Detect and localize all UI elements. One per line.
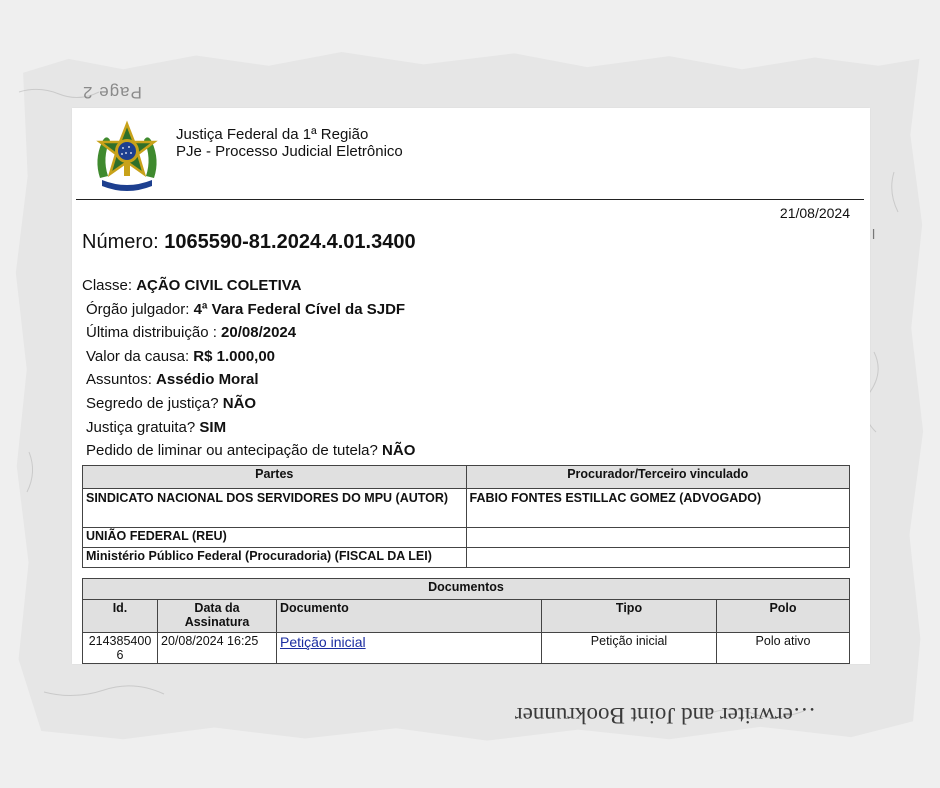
party-cell: Ministério Público Federal (Procuradoria) (FISCAL DA LEI): [83, 548, 467, 568]
process-metadata: [82, 274, 415, 463]
doc-id-cell: 2143854006: [83, 633, 158, 664]
column-header: Partes: [83, 466, 467, 489]
partes-table: [82, 465, 850, 568]
column-header: Procurador/Terceiro vinculado: [466, 466, 850, 489]
meta-gratuita: [82, 416, 415, 440]
meta-value: AÇÃO CIVIL COLETIVA: [136, 277, 302, 294]
meta-orgao: [82, 298, 415, 322]
table-row: [83, 633, 850, 664]
meta-value: NÃO: [222, 394, 257, 412]
party-cell: SINDICATO NACIONAL DOS SERVIDORES DO MPU (AUTOR): [83, 489, 467, 528]
column-header: Tipo: [542, 600, 717, 633]
column-header: Id.: [83, 600, 158, 633]
meta-classe: [82, 274, 415, 298]
documentos-header-row: [83, 600, 850, 633]
meta-value: 4ª Vara Federal Cível da SJDF: [193, 300, 406, 318]
documentos-table: [82, 578, 850, 664]
column-header: Polo: [717, 600, 850, 633]
meta-valor: [82, 345, 415, 369]
documentos-title: Documentos: [83, 579, 850, 600]
meta-label: Órgão julgador:: [86, 300, 194, 318]
attorney-cell: FABIO FONTES ESTILLAC GOMEZ (ADVOGADO): [466, 489, 850, 528]
meta-liminar: [82, 439, 415, 463]
header-divider: [76, 199, 864, 200]
doc-name-cell: [277, 633, 542, 664]
meta-value: R$ 1.000,00: [193, 347, 276, 365]
table-row: [83, 548, 850, 568]
column-header: Documento: [277, 600, 542, 633]
document-sheet: [72, 108, 870, 664]
meta-label: Última distribuição :: [86, 324, 222, 342]
process-number-value: 1065590-81.2024.4.01.3400: [164, 231, 416, 253]
bleed-through-mark: l: [872, 226, 876, 242]
court-name: Justiça Federal da 1ª Região: [176, 126, 369, 143]
table-row: [83, 528, 850, 548]
meta-value: SIM: [199, 418, 227, 436]
attorney-cell: [466, 548, 850, 568]
meta-label: Justiça gratuita?: [86, 418, 200, 436]
meta-label: Assuntos:: [86, 371, 157, 389]
meta-value: Assédio Moral: [156, 371, 259, 389]
party-cell: UNIÃO FEDERAL (REU): [83, 528, 467, 548]
process-number-label: Número:: [82, 231, 165, 253]
partes-header-row: [83, 466, 850, 489]
documentos-title-row: [83, 579, 850, 600]
report-date: 21/08/2024: [779, 205, 850, 221]
meta-label: Classe:: [82, 277, 137, 294]
attorney-cell: [466, 528, 850, 548]
meta-label: Pedido de liminar ou antecipação de tutela?: [86, 442, 383, 460]
doc-polo-cell: Polo ativo: [717, 633, 850, 664]
bleed-through-text: …erwriter and Joint Bookrunner: [515, 703, 816, 728]
system-name: PJe - Processo Judicial Eletrônico: [176, 143, 403, 160]
column-header: Data da Assinatura: [158, 600, 277, 633]
table-row: [83, 489, 850, 528]
meta-label: Segredo de justiça?: [86, 394, 223, 412]
meta-segredo: [82, 392, 415, 416]
meta-assuntos: [82, 368, 415, 392]
meta-label: Valor da causa:: [86, 347, 194, 365]
doc-type-cell: Petição inicial: [542, 633, 717, 664]
process-number: [82, 231, 416, 254]
document-link[interactable]: Petição inicial: [280, 634, 366, 650]
brazil-coat-of-arms-icon: [92, 120, 162, 196]
header-text: [176, 126, 403, 160]
meta-value: 20/08/2024: [221, 324, 297, 342]
doc-date-cell: 20/08/2024 16:25: [158, 633, 277, 664]
page-label-bleed: Page 2: [82, 83, 142, 102]
meta-value: NÃO: [382, 442, 416, 460]
meta-distribuicao: [82, 321, 415, 345]
